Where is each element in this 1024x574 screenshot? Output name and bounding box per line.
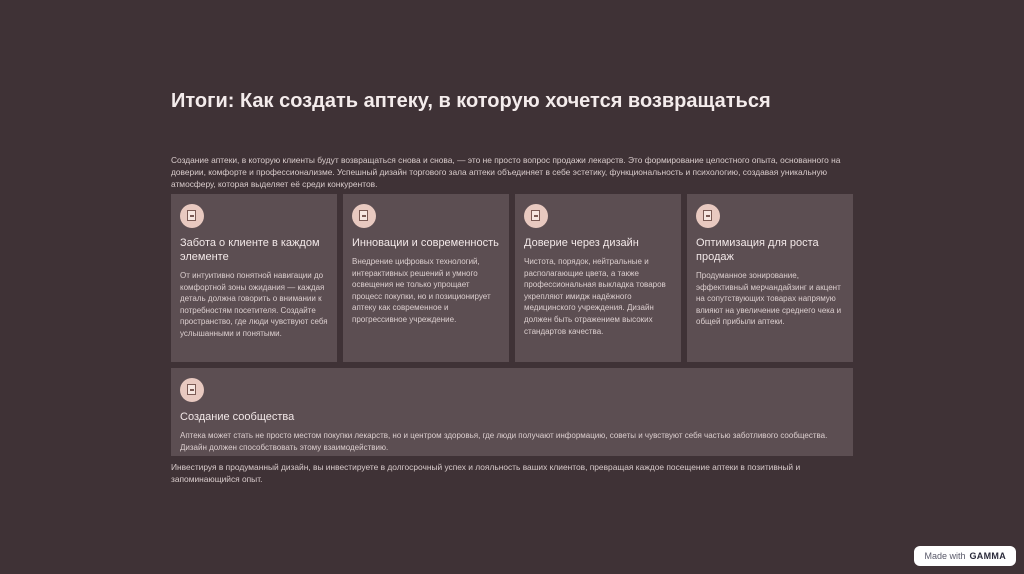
intro-paragraph: Создание аптеки, в которую клиенты будут возвращаться снова и снова, — это не просто вопрос продажи лекарств. Это формирование целостного опыта, основанного на доверии, комфорте и профессионализме. Успешный дизайн торгового зала аптеки объединяет в себе эстетику, функциональность и психологию, создавая уникальную атмосферу, которая выделяет её среди конкурентов. [171, 155, 841, 189]
conclusion-paragraph: Инвестируя в продуманный дизайн, вы инвестируете в долгосрочный успех и лояльность ваших клиентов, превращая каждое посещение аптеки в позитивный и запоминающийся опыт. [171, 462, 801, 484]
card-sales-optimization [687, 194, 853, 362]
card-heading: Создание сообщества [180, 411, 295, 423]
badge-prefix: Made with [924, 551, 966, 561]
card-text: Чистота, порядок, нейтральные и располагающие цвета, а также профессиональная выкладка товаров укрепляют имидж надёжного медицинского учреждения. Дизайн должен быть отражением высоких стандартов качества. [524, 257, 666, 336]
card-text: Аптека может стать не просто местом покупки лекарств, но и центром здоровья, где люди получают информацию, советы и чувствуют себя частью заботливого сообщества. Дизайн должен способствовать этому взаимодействию. [180, 431, 828, 452]
card-heading: Инновации и современность [352, 237, 499, 249]
gamma-logo: GAMMA [969, 551, 1006, 561]
card-heading: Забота о клиенте в каждом элементе [180, 237, 320, 263]
card-text: От интуитивно понятной навигации до комфортной зоны ожидания — каждая деталь должна говорить о внимании к потребностям посетителя. Создайте пространство, где люди чувствуют себя услышанными и понятыми. [180, 271, 328, 338]
document-icon [696, 204, 720, 228]
document-icon [180, 204, 204, 228]
card-customer-care [171, 194, 337, 362]
card-heading: Оптимизация для роста продаж [696, 237, 819, 263]
page-title: Итоги: Как создать аптеку, в которую хочется возвращаться [171, 90, 771, 112]
card-heading: Доверие через дизайн [524, 237, 639, 249]
document-icon [352, 204, 376, 228]
made-with-gamma-badge[interactable] [914, 546, 1016, 566]
card-innovation [343, 194, 509, 362]
card-trust [515, 194, 681, 362]
card-community [171, 368, 853, 456]
document-icon [524, 204, 548, 228]
card-text: Внедрение цифровых технологий, интерактивных решений и умного освещения не только упрощает процесс покупки, но и позиционирует аптеку как современное и прогрессивное учреждение. [352, 257, 491, 324]
card-text: Продуманное зонирование, эффективный мерчандайзинг и акцент на сопутствующих товарах напрямую влияют на увеличение среднего чека и общей прибыли аптеки. [696, 271, 842, 327]
document-icon [180, 378, 204, 402]
